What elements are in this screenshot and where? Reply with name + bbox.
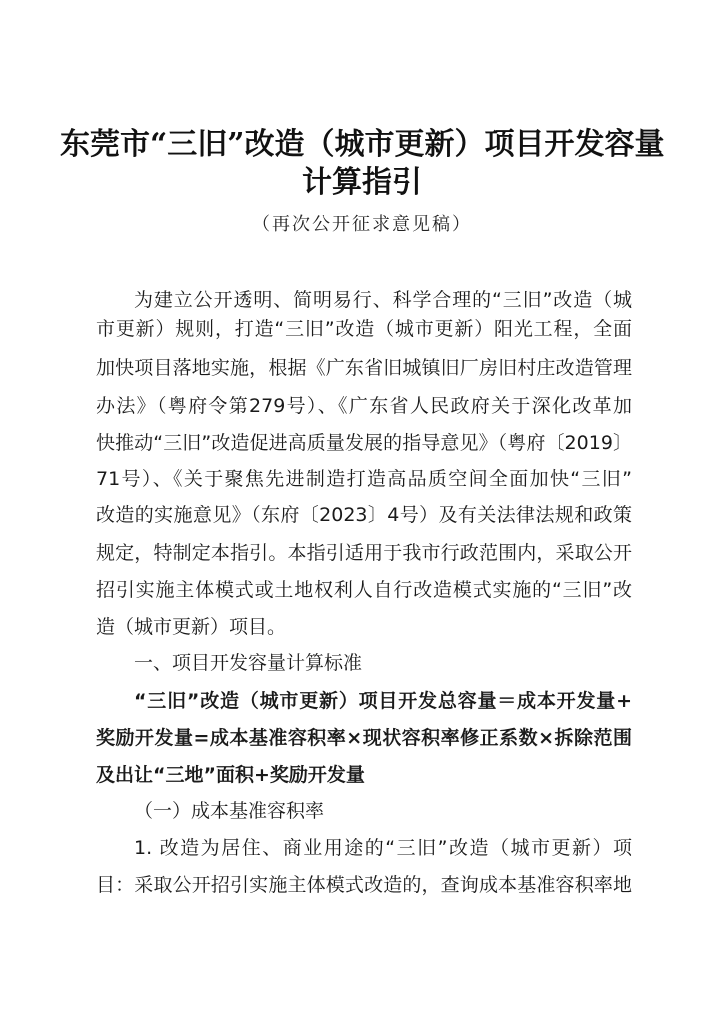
intro-paragraph-line: 加快项目落地实施，根据《广东省旧城镇旧厂房旧村庄改造管理: [96, 357, 632, 379]
document-title-line-1: 东莞市“三旧”改造（城市更新）项目开发容量: [60, 127, 665, 162]
intro-paragraph-line: 改造的实施意见》（东府〔2023〕4号）及有关法律法规和政策: [96, 504, 632, 526]
intro-paragraph-line: 快推动“三旧”改造促进高质量发展的指导意见》（粤府〔2019〕: [96, 432, 632, 454]
intro-paragraph-line: 招引实施主体模式或土地权利人自行改造模式实施的“三旧”改: [96, 579, 632, 601]
formula-line: “三旧”改造（城市更新）项目开发总容量＝成本开发量+: [134, 690, 632, 712]
intro-paragraph-line: 办法》（粤府令第279号）、《广东省人民政府关于深化改革加: [96, 395, 632, 417]
intro-paragraph-line: 市更新）规则，打造“三旧”改造（城市更新）阳光工程，全面: [96, 318, 632, 340]
document-subtitle: （再次公开征求意见稿）: [252, 214, 472, 235]
item-paragraph-line: 1. 改造为居住、商业用途的“三旧”改造（城市更新）项: [134, 837, 632, 859]
intro-paragraph-line: 规定，特制定本指引。本指引适用于我市行政范围内，采取公开: [96, 542, 632, 564]
formula-line: 奖励开发量=成本基准容积率×现状容积率修正系数×拆除范围: [96, 727, 632, 749]
item-paragraph-line: 目：采取公开招引实施主体模式改造的，查询成本基准容积率地: [96, 874, 632, 896]
subsection-heading: （一）成本基准容积率: [134, 800, 325, 822]
intro-paragraph-line: 71号）、《关于聚焦先进制造打造高品质空间全面加快“三旧”: [96, 468, 632, 490]
intro-paragraph-line: 为建立公开透明、简明易行、科学合理的“三旧”改造（城: [134, 289, 632, 311]
section-heading: 一、项目开发容量计算标准: [134, 652, 363, 674]
formula-line: 及出让“三地”面积+奖励开发量: [96, 764, 365, 786]
document-title-line-2: 计算指引: [302, 165, 422, 200]
intro-paragraph-line: 造（城市更新）项目。: [96, 616, 287, 638]
